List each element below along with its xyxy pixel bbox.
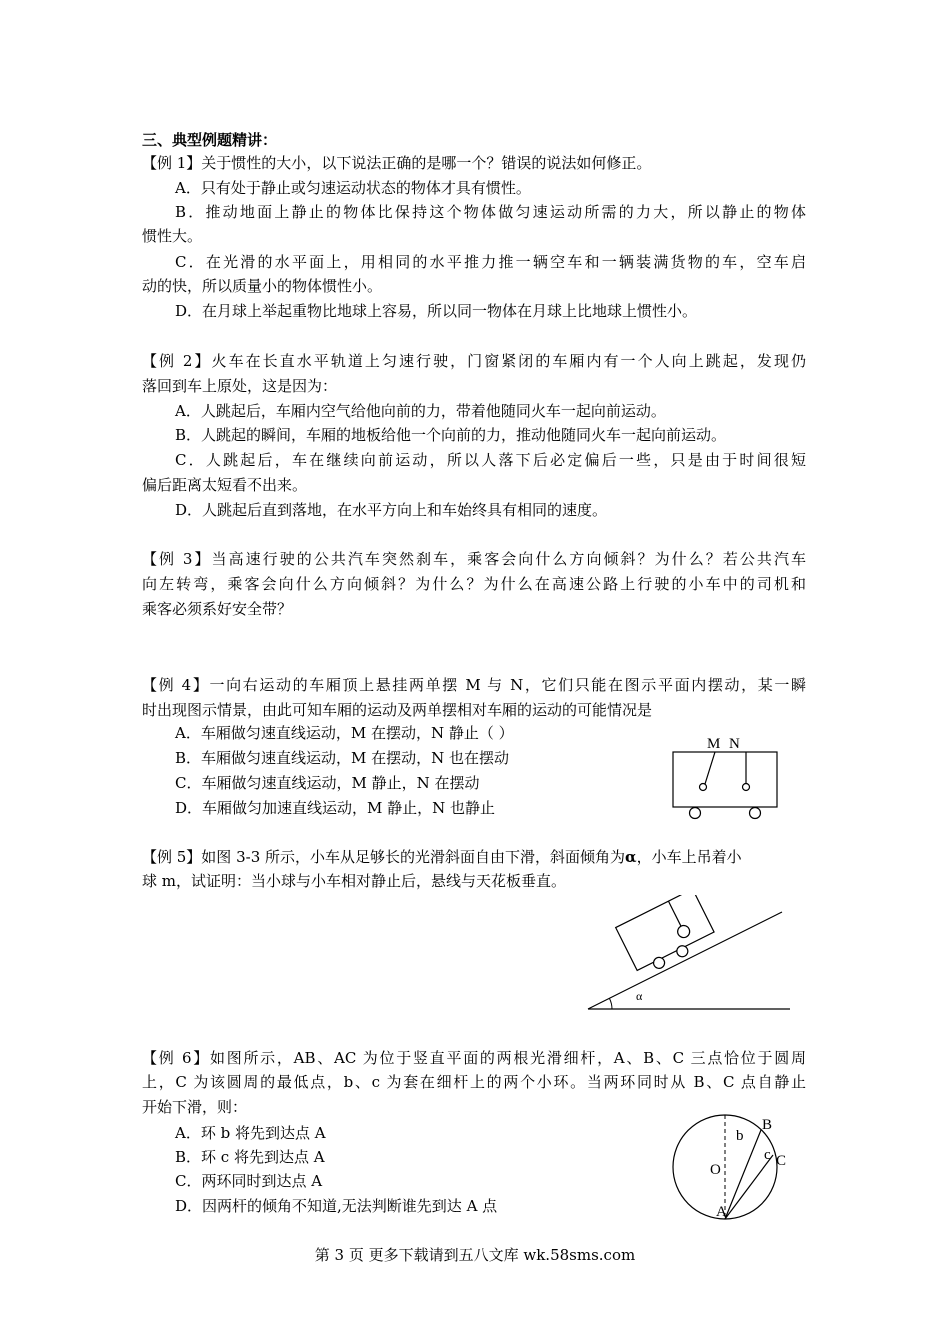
label-b-lower: b [736,1128,744,1144]
ex1-question: 【例 1】关于惯性的大小，以下说法正确的是哪一个？错误的说法如何修正。 [142,154,652,172]
ex1-option-d: D．在月球上举起重物比地球上容易，所以同一物体在月球上比地球上惯性小。 [175,302,698,320]
ex3-question: 【例 3】当高速行驶的公共汽车突然刹车，乘客会向什么方向倾斜？为什么？若公共汽车 [142,550,806,568]
ex1-option-c: C．在光滑的水平面上，用相同的水平推力推一辆空车和一辆装满货物的车，空车启 [175,253,806,271]
railcar-wheel-right [750,808,761,819]
pendulum-m-bob [700,784,707,791]
label-a: A [716,1204,727,1220]
ex5-text-prefix: 【例 5】如图 3-3 所示，小车从足够长的光滑斜面自由下滑，斜面倾角为 [142,848,626,866]
ex2-option-a: A．人跳起后，车厢内空气给他向前的力，带着他随同火车一起向前运动。 [175,402,666,420]
ex4-question: 【例 4】一向右运动的车厢顶上悬挂两单摆 M 与 N，它们只能在图示平面内摆动，某一瞬 [142,676,806,694]
ex4-option-b: B．车厢做匀速直线运动，M 在摆动，N 也在摆动 [175,749,510,767]
ex1-option-b: B．推动地面上静止的物体比保持这个物体做匀速运动所需的力大，所以静止的物体 [175,203,806,221]
ex1-option-c-cont: 动的快，所以质量小的物体惯性小。 [142,277,383,295]
pendulum-n-bob [743,784,750,791]
ex4-option-d: D．车厢做匀加速直线运动，M 静止，N 也静止 [175,799,496,817]
label-c-lower: c [764,1147,771,1163]
section-title: 三、典型例题精讲： [142,131,278,149]
angle-arc [610,999,613,1010]
circle-rods-figure [665,1110,800,1225]
ex6-option-a: A．环 b 将先到达点 A [175,1124,326,1142]
railcar-pendulum-figure [660,728,790,824]
label-b-upper: B [762,1117,773,1133]
ex4-option-c: C．车厢做匀速直线运动，M 静止，N 在摆动 [175,774,480,792]
ex3-question-cont2: 乘客必须系好安全带？ [142,600,293,618]
railcar-wheel-left [690,808,701,819]
incline-cart-figure [580,895,800,1020]
ex6-option-c: C．两环同时到达点 A [175,1172,323,1190]
ex5-text-suffix: ，小车上吊着小 [636,848,742,866]
ex2-option-b: B．人跳起的瞬间，车厢的地板给他一个向前的力，推动他随同火车一起向前运动。 [175,426,727,444]
angle-label: α [636,989,643,1003]
ex6-question-cont1: 上，C 为该圆周的最低点，b、c 为套在细杆上的两个小环。当两环同时从 B、C 点自静止 [142,1073,806,1091]
cart-group [616,895,718,978]
ex6-question: 【例 6】如图所示，AB、AC 为位于竖直平面的两根光滑细杆，A、B、C 三点恰位于圆周 [142,1049,806,1067]
cart-body [616,895,714,970]
label-n: N [729,736,740,752]
label-c-upper: C [776,1153,787,1169]
ex2-question-cont: 落回到车上原处，这是因为： [142,377,338,395]
page-footer: 第 3 页 更多下载请到五八文库 wk.58sms.com [314,1246,636,1264]
ex4-question-cont: 时出现图示情景，由此可知车厢的运动及两单摆相对车厢的运动的可能情况是 [142,701,653,719]
pendulum-m-string [705,752,715,784]
ex2-option-c-cont: 偏后距离太短看不出来。 [142,476,308,494]
ex1-option-a: A．只有处于静止或匀速运动状态的物体才具有惯性。 [175,179,531,197]
ex5-alpha: α [625,848,637,866]
ex1-option-b-cont: 惯性大。 [142,227,203,245]
ex6-option-b: B．环 c 将先到达点 A [175,1148,325,1166]
ex6-option-d: D．因两杆的倾角不知道,无法判断谁先到达 A 点 [175,1197,498,1215]
rod-ac [725,1155,773,1219]
ex2-option-c: C．人跳起后，车在继续向前运动，所以人落下后必定偏后一些，只是由于时间很短 [175,451,806,469]
label-o: O [710,1162,721,1178]
ex5-question [142,846,806,868]
ex4-option-a: A．车厢做匀速直线运动，M 在摆动，N 静止（ ） [175,724,514,742]
ex2-question: 【例 2】火车在长直水平轨道上匀速行驶，门窗紧闭的车厢内有一个人向上跳起，发现仍 [142,352,806,370]
ex2-option-d: D．人跳起后直到落地，在水平方向上和车始终具有相同的速度。 [175,501,608,519]
ex6-question-cont2: 开始下滑，则： [142,1098,248,1116]
ex3-question-cont1: 向左转弯，乘客会向什么方向倾斜？为什么？为什么在高速公路上行驶的小车中的司机和 [142,575,806,593]
railcar-body [673,752,777,807]
label-m: M [707,736,721,752]
ex5-question-cont: 球 m，试证明：当小球与小车相对静止后，悬线与天花板垂直。 [142,872,566,890]
